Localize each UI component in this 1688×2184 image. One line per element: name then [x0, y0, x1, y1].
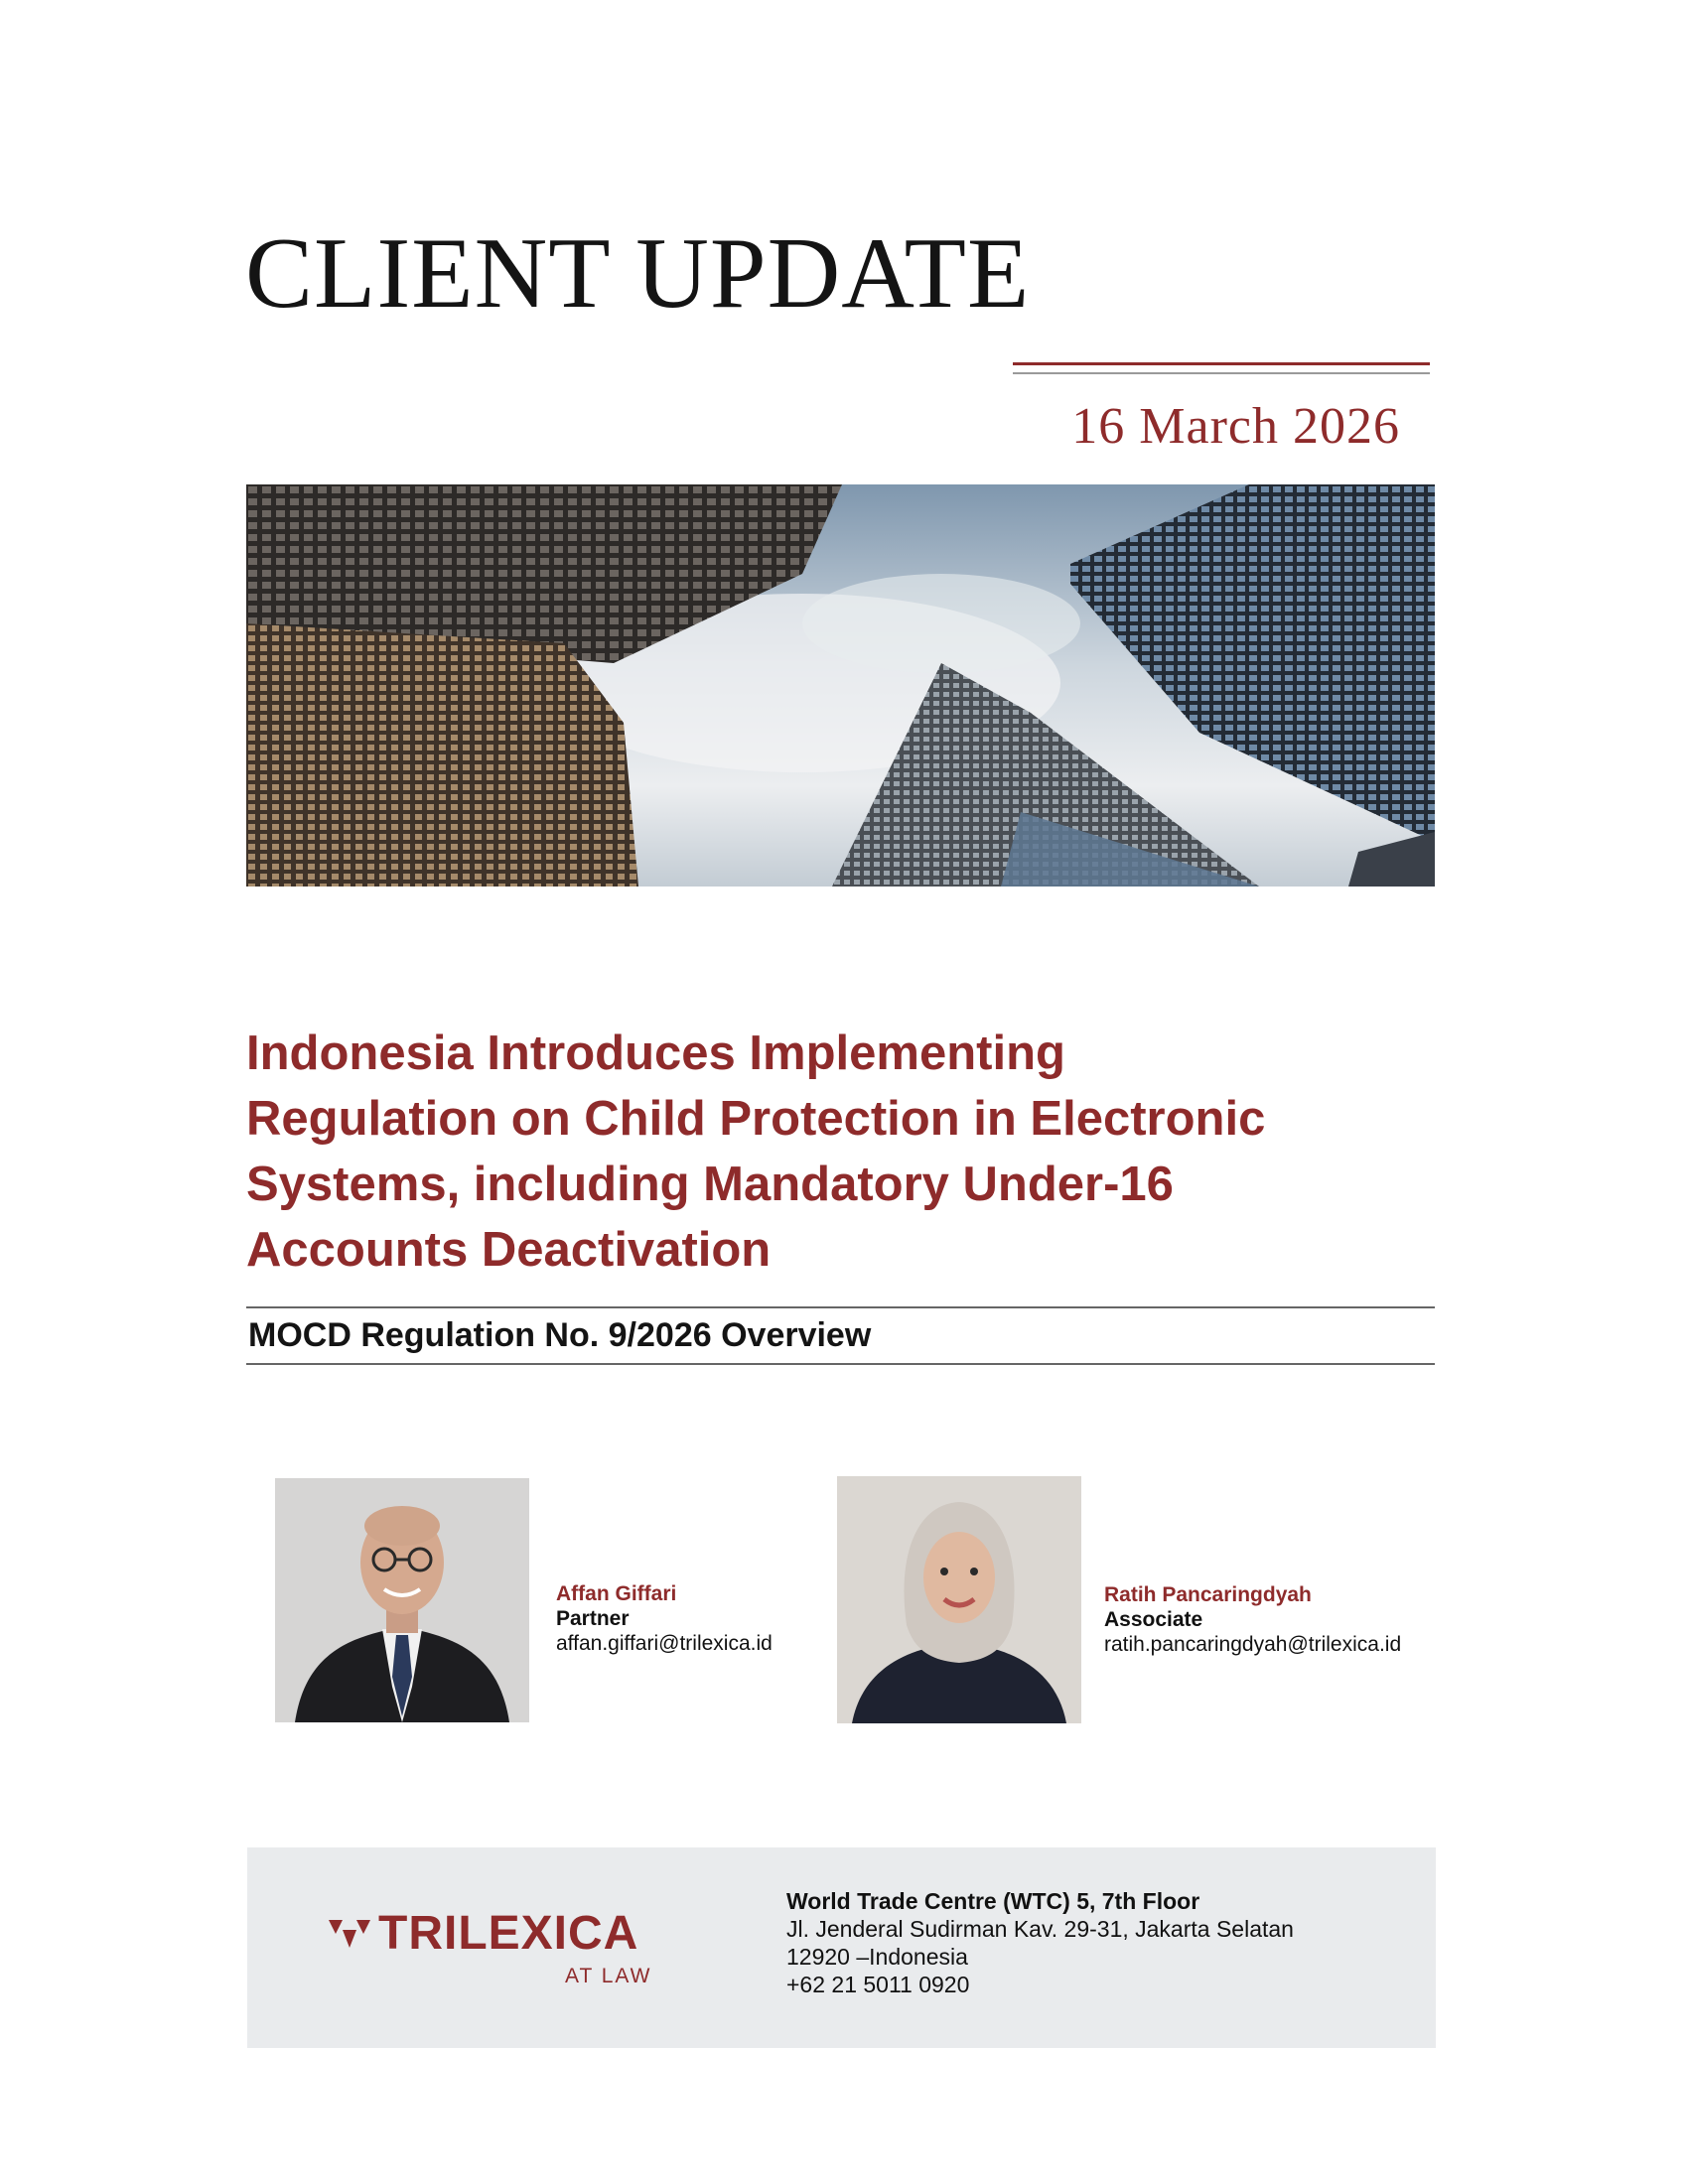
logo-mark-icon: [329, 1918, 370, 1952]
address-title: World Trade Centre (WTC) 5, 7th Floor: [786, 1888, 1200, 1914]
address-line: Jl. Jenderal Sudirman Kav. 29-31, Jakarta Selatan: [786, 1916, 1294, 1942]
headline-line: Indonesia Introduces Implementing: [246, 1026, 1065, 1080]
author-photo-affan: [275, 1478, 529, 1722]
title-rule-red: [1013, 362, 1430, 365]
article-subtitle: MOCD Regulation No. 9/2026 Overview: [248, 1316, 872, 1354]
headline-line: Systems, including Mandatory Under-16: [246, 1158, 1174, 1211]
subtitle-rule-bottom: [246, 1363, 1435, 1365]
author-affan: [556, 1581, 773, 1656]
article-headline: [246, 1021, 1388, 1283]
headline-line: Regulation on Child Protection in Electronic: [246, 1092, 1266, 1146]
author-ratih: [1104, 1582, 1401, 1657]
publication-date: 16 March 2026: [1071, 398, 1400, 455]
address-line: 12920 –Indonesia: [786, 1944, 968, 1970]
author-photo-ratih: [837, 1476, 1081, 1723]
logo-wordmark: TRILEXICA: [378, 1907, 639, 1960]
author-name: Affan Giffari: [556, 1582, 677, 1605]
title-rule-gray: [1013, 372, 1430, 374]
office-address: [786, 1887, 1294, 1998]
footer-box: [247, 1847, 1436, 2048]
phone-number: +62 21 5011 0920: [786, 1972, 970, 1997]
firm-logo: [329, 1907, 686, 1989]
author-name: Ratih Pancaringdyah: [1104, 1583, 1312, 1606]
hero-image: [246, 484, 1435, 887]
author-email-link[interactable]: affan.giffari@trilexica.id: [556, 1632, 773, 1655]
subtitle-rule-top: [246, 1306, 1435, 1308]
author-email-link[interactable]: ratih.pancaringdyah@trilexica.id: [1104, 1633, 1402, 1656]
logo-subtext: AT LAW: [565, 1965, 652, 1987]
headline-line: Accounts Deactivation: [246, 1223, 772, 1277]
document-title: CLIENT UPDATE: [245, 217, 1031, 330]
author-role: Partner: [556, 1607, 630, 1630]
author-role: Associate: [1104, 1608, 1203, 1631]
